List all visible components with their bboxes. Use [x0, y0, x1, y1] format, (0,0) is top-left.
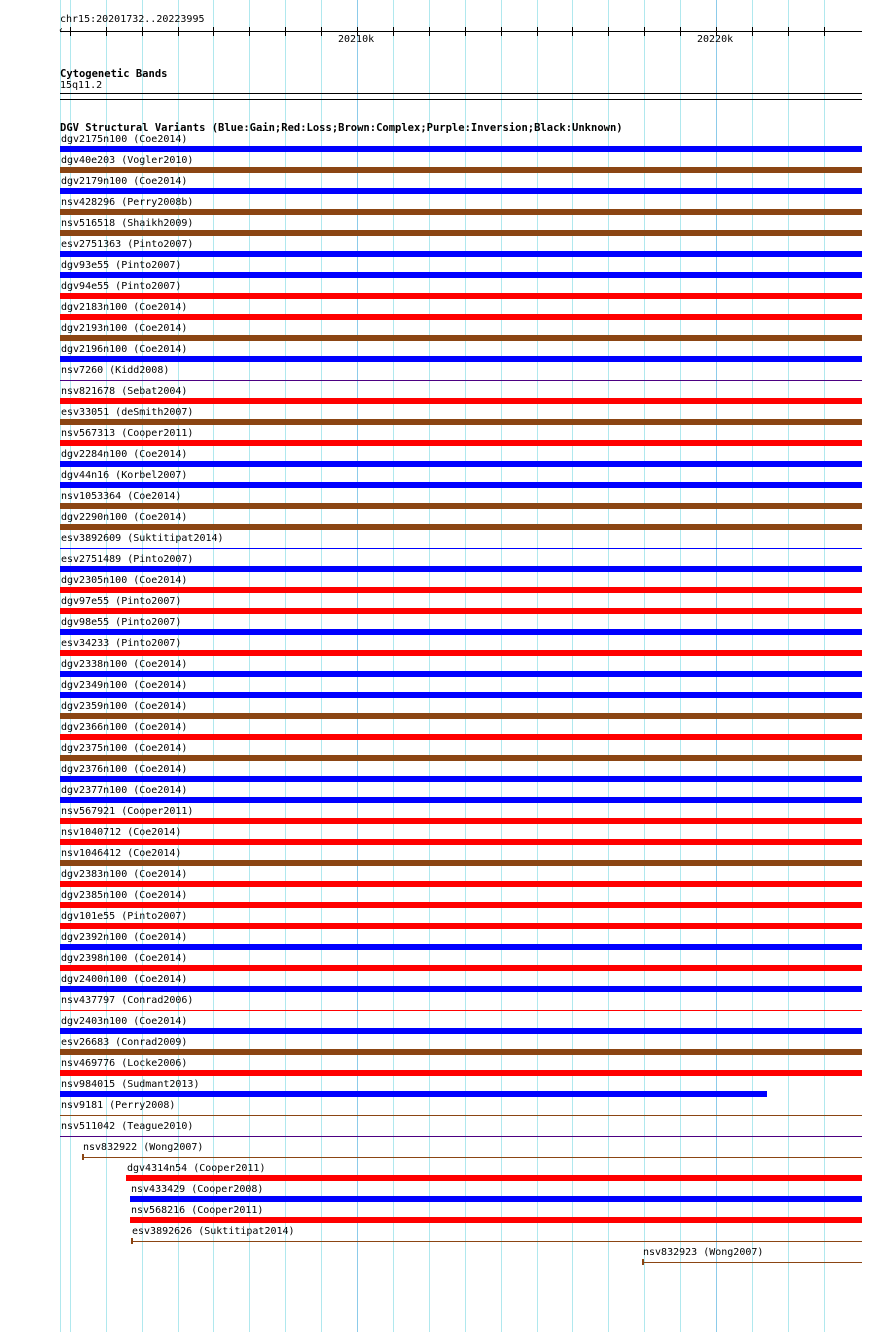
cytogenetic-track-title: Cytogenetic Bands: [60, 68, 168, 80]
variant-bar[interactable]: [60, 209, 862, 215]
variant-bar[interactable]: [60, 986, 862, 992]
ruler-tick: [321, 27, 322, 36]
variant-bar[interactable]: [60, 293, 862, 299]
variant-label: dgv101e55 (Pinto2007): [61, 911, 188, 922]
ruler-tick: [680, 27, 681, 36]
variant-label: nsv433429 (Cooper2008): [131, 1184, 264, 1195]
variant-bar[interactable]: [60, 1091, 767, 1097]
variant-bar[interactable]: [60, 671, 862, 677]
variant-bar[interactable]: [60, 839, 862, 845]
variant-label: dgv2398n100 (Coe2014): [61, 953, 188, 964]
grid-line: [213, 0, 214, 1332]
variant-line[interactable]: [60, 548, 862, 549]
grid-line: [537, 0, 538, 1332]
left-arrow-icon[interactable]: ‹: [58, 25, 65, 36]
variant-label: dgv2179n100 (Coe2014): [61, 176, 188, 187]
variant-bar[interactable]: [60, 923, 862, 929]
variant-bar[interactable]: [60, 1028, 862, 1034]
variant-label: nsv428296 (Perry2008b): [61, 197, 194, 208]
ruler-tick: [106, 27, 107, 36]
variant-bar[interactable]: [60, 608, 862, 614]
dgv-track-title: DGV Structural Variants (Blue:Gain;Red:Loss;Brown:Complex;Purple:Inversion;Black:Unknown): [60, 122, 623, 134]
grid-line: [572, 0, 573, 1332]
variant-label: nsv984015 (Sudmant2013): [61, 1079, 200, 1090]
variant-label: dgv44n16 (Korbel2007): [61, 470, 188, 481]
variant-bar[interactable]: [60, 314, 862, 320]
grid-line: [680, 0, 681, 1332]
variant-label: nsv821678 (Sebat2004): [61, 386, 188, 397]
grid-line: [501, 0, 502, 1332]
variant-bar[interactable]: [60, 860, 862, 866]
variant-bar[interactable]: [60, 272, 862, 278]
variant-line[interactable]: [60, 1115, 862, 1116]
variant-bar[interactable]: [60, 944, 862, 950]
ruler-tick: [644, 27, 645, 36]
variant-bar[interactable]: [60, 356, 862, 362]
variant-label: nsv1046412 (Coe2014): [61, 848, 182, 859]
variant-label: dgv2290n100 (Coe2014): [61, 512, 188, 523]
variant-bar[interactable]: [60, 692, 862, 698]
variant-label: dgv2359n100 (Coe2014): [61, 701, 188, 712]
grid-line: [608, 0, 609, 1332]
variant-bar[interactable]: [60, 440, 862, 446]
variant-bar[interactable]: [60, 881, 862, 887]
variant-bar[interactable]: [60, 566, 862, 572]
variant-bar[interactable]: [60, 167, 862, 173]
variant-label: nsv9181 (Perry2008): [61, 1100, 176, 1111]
variant-label: esv3892626 (Suktitipat2014): [132, 1226, 295, 1237]
variant-bar[interactable]: [60, 713, 862, 719]
grid-line: [285, 0, 286, 1332]
grid-line: [321, 0, 322, 1332]
variant-label: nsv567921 (Cooper2011): [61, 806, 194, 817]
variant-label: dgv2284n100 (Coe2014): [61, 449, 188, 460]
variant-label: dgv2338n100 (Coe2014): [61, 659, 188, 670]
ruler-tick: [70, 27, 71, 36]
variant-start-cap: [131, 1238, 133, 1244]
variant-bar[interactable]: [60, 902, 862, 908]
variant-label: dgv2175n100 (Coe2014): [61, 134, 188, 145]
ruler-tick: [213, 27, 214, 36]
variant-bar[interactable]: [60, 398, 862, 404]
ruler-label: 20220k: [697, 34, 734, 45]
variant-label: dgv2196n100 (Coe2014): [61, 344, 188, 355]
variant-label: dgv2366n100 (Coe2014): [61, 722, 188, 733]
grid-line: [788, 0, 789, 1332]
ruler-tick: [824, 27, 825, 36]
variant-start-cap: [82, 1154, 84, 1160]
variant-bar[interactable]: [60, 419, 862, 425]
variant-bar[interactable]: [60, 650, 862, 656]
variant-label: nsv1040712 (Coe2014): [61, 827, 182, 838]
variant-label: nsv516518 (Shaikh2009): [61, 218, 194, 229]
variant-label: dgv2385n100 (Coe2014): [61, 890, 188, 901]
variant-label: esv26683 (Conrad2009): [61, 1037, 188, 1048]
variant-bar[interactable]: [130, 1217, 862, 1223]
variant-bar[interactable]: [60, 587, 862, 593]
variant-bar[interactable]: [60, 1070, 862, 1076]
variant-bar[interactable]: [60, 482, 862, 488]
cytoband-glyph[interactable]: [60, 93, 862, 100]
variant-bar[interactable]: [60, 461, 862, 467]
variant-line[interactable]: [82, 1157, 862, 1158]
variant-bar[interactable]: [130, 1196, 862, 1202]
variant-label: esv2751363 (Pinto2007): [61, 239, 194, 250]
grid-line: [752, 0, 753, 1332]
grid-line: [824, 0, 825, 1332]
variant-label: dgv2400n100 (Coe2014): [61, 974, 188, 985]
ruler-tick: [178, 27, 179, 36]
variant-line[interactable]: [60, 1010, 862, 1011]
variant-bar[interactable]: [60, 629, 862, 635]
variant-line[interactable]: [642, 1262, 862, 1263]
variant-label: dgv4314n54 (Cooper2011): [127, 1163, 266, 1174]
grid-line: [644, 0, 645, 1332]
variant-bar[interactable]: [60, 965, 862, 971]
variant-bar[interactable]: [60, 230, 862, 236]
ruler-tick: [249, 27, 250, 36]
grid-line: [393, 0, 394, 1332]
variant-label: dgv2377n100 (Coe2014): [61, 785, 188, 796]
variant-label: nsv437797 (Conrad2006): [61, 995, 194, 1006]
variant-label: dgv94e55 (Pinto2007): [61, 281, 182, 292]
variant-bar[interactable]: [60, 1049, 862, 1055]
variant-line[interactable]: [60, 1136, 862, 1137]
ruler-tick: [501, 27, 502, 36]
variant-line[interactable]: [131, 1241, 862, 1242]
ruler-tick: [285, 27, 286, 36]
variant-label: dgv97e55 (Pinto2007): [61, 596, 182, 607]
variant-label: nsv568216 (Cooper2011): [131, 1205, 264, 1216]
variant-bar[interactable]: [60, 524, 862, 530]
location-label: chr15:20201732..20223995: [60, 14, 205, 25]
variant-start-cap: [642, 1259, 644, 1265]
ruler-tick: [393, 27, 394, 36]
ruler-label: 20210k: [338, 34, 375, 45]
grid-line: [465, 0, 466, 1332]
variant-bar[interactable]: [60, 251, 862, 257]
variant-label: esv33051 (deSmith2007): [61, 407, 194, 418]
variant-label: dgv2305n100 (Coe2014): [61, 575, 188, 586]
variant-bar[interactable]: [60, 503, 862, 509]
variant-label: dgv2183n100 (Coe2014): [61, 302, 188, 313]
variant-label: nsv469776 (Locke2006): [61, 1058, 188, 1069]
ruler-tick: [608, 27, 609, 36]
variant-bar[interactable]: [60, 776, 862, 782]
variant-bar[interactable]: [60, 818, 862, 824]
variant-label: dgv2375n100 (Coe2014): [61, 743, 188, 754]
ruler-tick: [572, 27, 573, 36]
variant-label: nsv7260 (Kidd2008): [61, 365, 170, 376]
variant-label: esv34233 (Pinto2007): [61, 638, 182, 649]
variant-bar[interactable]: [60, 734, 862, 740]
grid-line: [249, 0, 250, 1332]
variant-label: dgv2193n100 (Coe2014): [61, 323, 188, 334]
variant-label: dgv2376n100 (Coe2014): [61, 764, 188, 775]
variant-label: dgv93e55 (Pinto2007): [61, 260, 182, 271]
ruler-tick: [142, 27, 143, 36]
cytoband-label: 15q11.2: [60, 80, 103, 91]
variant-label: dgv2403n100 (Coe2014): [61, 1016, 188, 1027]
variant-label: esv2751489 (Pinto2007): [61, 554, 194, 565]
major-grid-line: [357, 0, 358, 1332]
grid-line: [429, 0, 430, 1332]
ruler-tick: [752, 27, 753, 36]
variant-label: nsv511042 (Teague2010): [61, 1121, 194, 1132]
variant-bar[interactable]: [60, 797, 862, 803]
variant-line[interactable]: [60, 380, 862, 381]
variant-label: dgv40e203 (Vogler2010): [61, 155, 194, 166]
variant-label: nsv567313 (Cooper2011): [61, 428, 194, 439]
variant-label: nsv1053364 (Coe2014): [61, 491, 182, 502]
ruler-tick: [465, 27, 466, 36]
variant-label: nsv832922 (Wong2007): [83, 1142, 204, 1153]
variant-bar[interactable]: [126, 1175, 862, 1181]
variant-bar[interactable]: [60, 146, 862, 152]
variant-bar[interactable]: [60, 755, 862, 761]
ruler-axis: [60, 31, 862, 32]
ruler-tick: [788, 27, 789, 36]
variant-label: nsv832923 (Wong2007): [643, 1247, 764, 1258]
variant-bar[interactable]: [60, 335, 862, 341]
major-grid-line: [716, 0, 717, 1332]
variant-bar[interactable]: [60, 188, 862, 194]
variant-label: dgv98e55 (Pinto2007): [61, 617, 182, 628]
variant-label: dgv2349n100 (Coe2014): [61, 680, 188, 691]
ruler-tick: [429, 27, 430, 36]
variant-label: esv3892609 (Suktitipat2014): [61, 533, 224, 544]
variant-label: dgv2383n100 (Coe2014): [61, 869, 188, 880]
variant-label: dgv2392n100 (Coe2014): [61, 932, 188, 943]
ruler-tick: [537, 27, 538, 36]
